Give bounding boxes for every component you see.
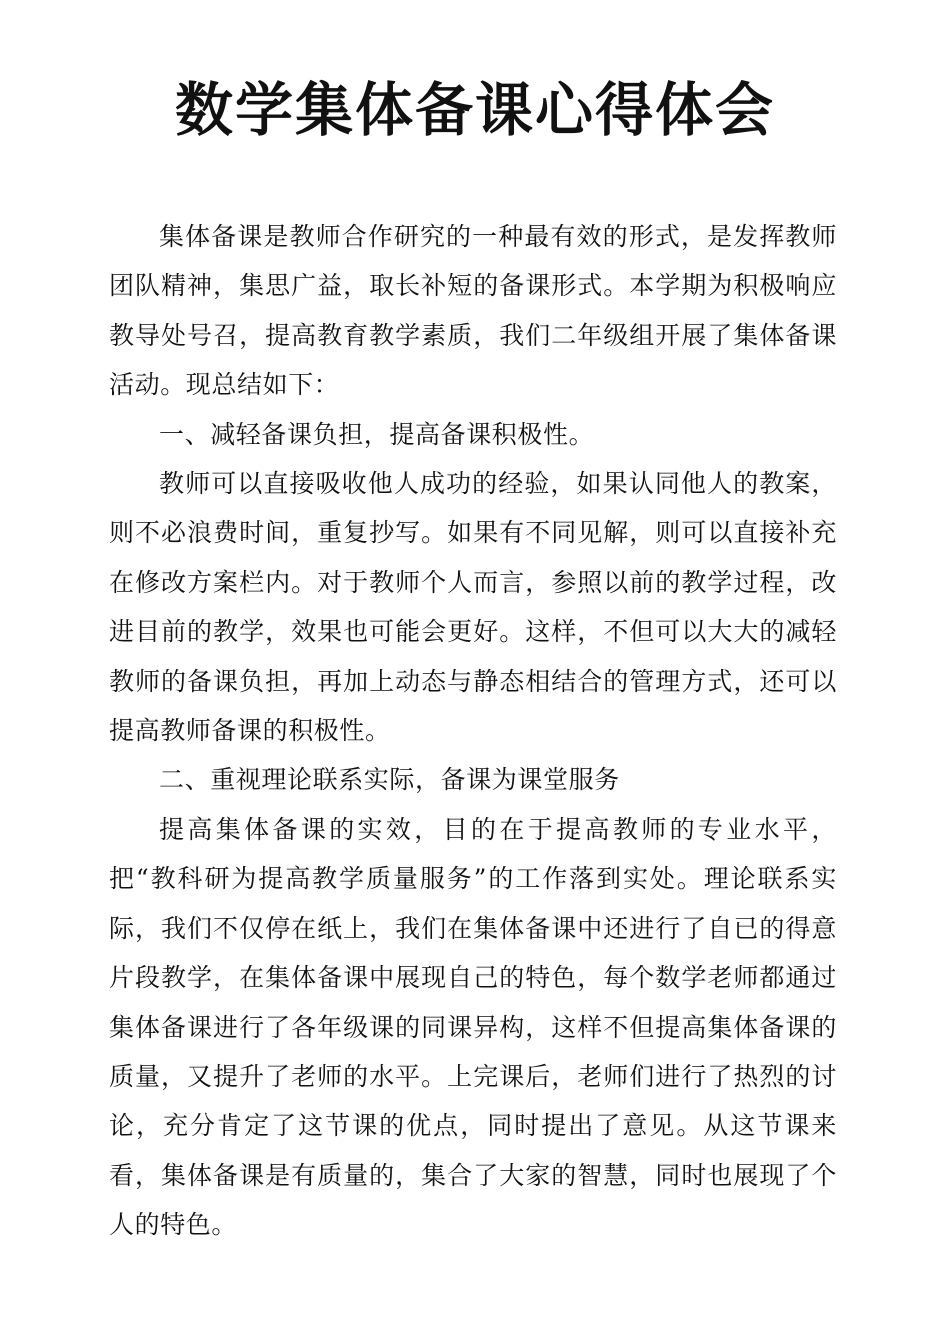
document-body [109, 212, 837, 1250]
document-title: 数学集体备课心得体会 [174, 76, 775, 144]
paragraph-section-1: 教师可以直接吸收他人成功的经验，如果认同他人的教案，则不必浪费时间，重复抄写。如果有不同见解，则可以直接补充在修改方案栏内。对于教师个人而言，参照以前的教学过程，改进目前的教学，效果也可能会更好。这样，不但可以大大的减轻教师的备课负担，再加上动态与静态相结合的管理方式，还可以提高教师备课的积极性。 [109, 469, 837, 746]
section-heading-2: 二、重视理论联系实际，备课为课堂服务 [159, 765, 620, 795]
paragraph-intro: 集体备课是教师合作研究的一种最有效的形式，是发挥教师团队精神，集思广益，取长补短的备课形式。本学期为积极响应教导处号召，提高教育教学素质，我们二年级组开展了集体备课活动。现总结如下： [109, 222, 837, 400]
section-heading-1: 一、减轻备课负担，提高备课积极性。 [159, 419, 595, 449]
paragraph-section-2: 提高集体备课的实效，目的在于提高教师的专业水平，把“教科研为提高教学质量服务”的工作落到实处。理论联系实际，我们不仅停在纸上，我们在集体备课中还进行了自已的得意片段教学，在集体备课中展现自己的特色，每个数学老师都通过集体备课进行了各年级课的同课异构，这样不但提高集体备课的质量，又提升了老师的水平。上完课后，老师们进行了热烈的讨论，充分肯定了这节课的优点，同时提出了意见。从这节课来看，集体备课是有质量的，集合了大家的智慧，同时也展现了个人的特色。 [109, 814, 837, 1240]
